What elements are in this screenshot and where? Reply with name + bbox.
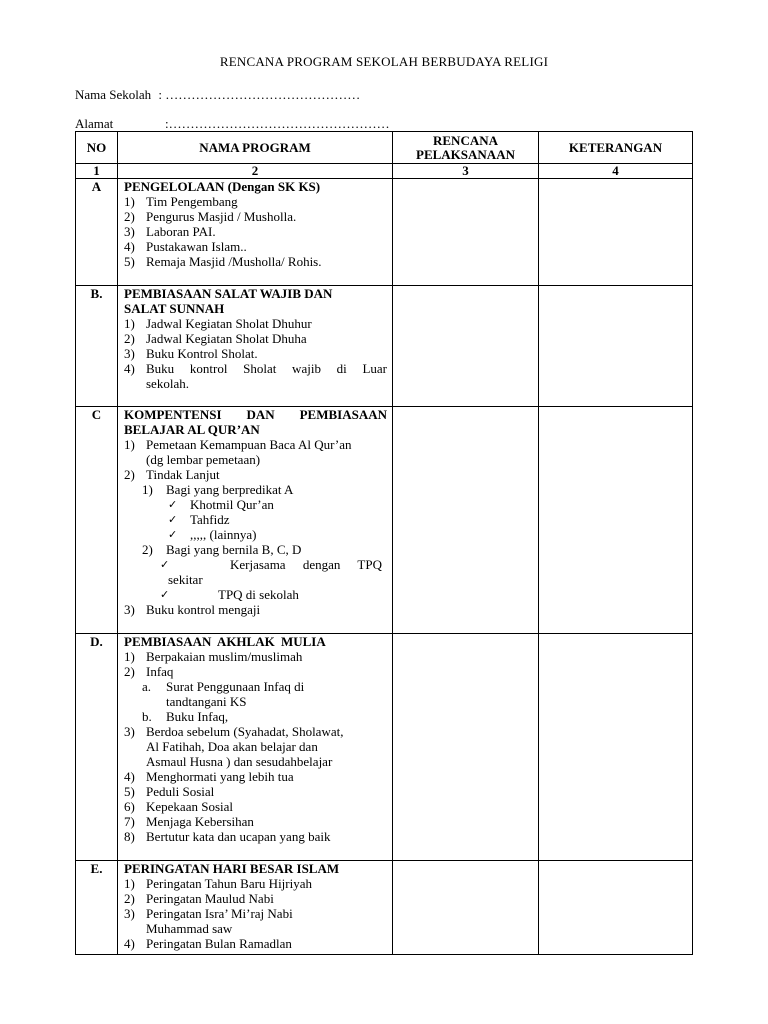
- section-title: PERINGATAN HARI BESAR ISLAM: [124, 861, 340, 876]
- row-number: D.: [76, 634, 118, 861]
- check-icon: ✓: [168, 513, 178, 526]
- list-item: 7) Menjaga Kebersihan: [124, 814, 254, 829]
- list-item: 5) Peduli Sosial: [124, 784, 215, 799]
- check-item: ✓ ,,,,, (lainnya): [168, 527, 257, 542]
- rencana-cell: [393, 407, 539, 634]
- keterangan-cell: [539, 179, 693, 286]
- section-title: BELAJAR AL QUR’AN: [124, 422, 260, 437]
- sub-list-item: 1) Bagi yang berpredikat A: [142, 482, 294, 497]
- row-number: A: [76, 179, 118, 286]
- col-number-3: 3: [393, 164, 539, 179]
- row-number: C: [76, 407, 118, 634]
- list-item-continuation: Muhammad saw: [146, 921, 233, 936]
- header-nama-program: NAMA PROGRAM: [118, 132, 393, 164]
- col-number-2: 2: [118, 164, 393, 179]
- list-item: 3) Buku kontrol mengaji: [124, 602, 261, 617]
- list-item: 4) Peringatan Bulan Ramadlan: [124, 936, 292, 951]
- list-item: 3) Laboran PAI.: [124, 224, 216, 239]
- list-item: 1) Tim Pengembang: [124, 194, 238, 209]
- list-item: 2) Peringatan Maulud Nabi: [124, 891, 274, 906]
- address-blank: :……………………………………………: [165, 116, 390, 131]
- keterangan-cell: [539, 861, 693, 955]
- check-icon: ✓: [160, 588, 170, 601]
- list-item: 4) Menghormati yang lebih tua: [124, 769, 294, 784]
- rencana-cell: [393, 179, 539, 286]
- list-item: 1) Jadwal Kegiatan Sholat Dhuhur: [124, 316, 312, 331]
- sub-list-item: 2) Bagi yang bernila B, C, D: [142, 542, 302, 557]
- list-item-continuation: sekolah.: [146, 376, 189, 391]
- check-item-continuation: sekitar: [168, 572, 203, 587]
- list-item-continuation: Al Fatihah, Doa akan belajar dan: [146, 739, 318, 754]
- list-item: 1) Pemetaan Kemampuan Baca Al Qur’an: [124, 437, 352, 452]
- table-row: [76, 407, 693, 634]
- program-cell: [118, 179, 393, 286]
- school-name-blank: : ………………………………………: [155, 87, 361, 102]
- section-title: PEMBIASAAN AKHLAK MULIA: [124, 634, 326, 649]
- document-title: RENCANA PROGRAM SEKOLAH BERBUDAYA RELIGI: [219, 54, 549, 69]
- sub-list-item: b. Buku Infaq,: [142, 709, 229, 724]
- header-no: NO: [76, 132, 118, 164]
- list-item: 3) Buku Kontrol Sholat.: [124, 346, 258, 361]
- rencana-cell: [393, 634, 539, 861]
- table-row: [76, 861, 693, 955]
- list-item: 8) Bertutur kata dan ucapan yang baik: [124, 829, 331, 844]
- check-icon: ✓: [168, 498, 178, 511]
- sub-list-item: a. Surat Penggunaan Infaq di: [142, 679, 305, 694]
- list-item: 4) Pustakawan Islam..: [124, 239, 247, 254]
- list-item: 3) Berdoa sebelum (Syahadat, Sholawat,: [124, 724, 344, 739]
- section-title: PENGELOLAAN (Dengan SK KS): [124, 179, 321, 194]
- keterangan-cell: [539, 634, 693, 861]
- section-title: PEMBIASAAN SALAT WAJIB DAN: [124, 286, 333, 301]
- header-rencana-pelaksanaan: RENCANA PELAKSANAAN: [393, 132, 539, 164]
- list-item: 2) Jadwal Kegiatan Sholat Dhuha: [124, 331, 307, 346]
- check-item: ✓ TPQ di sekolah: [160, 587, 299, 602]
- check-icon: ✓: [160, 558, 170, 571]
- program-cell: [118, 861, 393, 955]
- rencana-cell: [393, 861, 539, 955]
- address-field: [75, 116, 390, 132]
- keterangan-cell: [539, 286, 693, 407]
- list-item: 4) Buku kontrol Sholat wajib di Luar: [124, 361, 387, 376]
- program-cell: [118, 634, 393, 861]
- check-item: ✓ Kerjasama dengan TPQ: [160, 557, 382, 572]
- address-label: Alamat: [75, 116, 114, 131]
- program-cell: [118, 286, 393, 407]
- table-header-row: [76, 132, 693, 164]
- rencana-cell: [393, 286, 539, 407]
- list-item: 1) Berpakaian muslim/muslimah: [124, 649, 303, 664]
- row-number: B.: [76, 286, 118, 407]
- row-number: E.: [76, 861, 118, 955]
- list-item: 3) Peringatan Isra’ Mi’raj Nabi: [124, 906, 293, 921]
- check-item: ✓ Tahfidz: [168, 512, 230, 527]
- list-item: 2) Tindak Lanjut: [124, 467, 220, 482]
- keterangan-cell: [539, 407, 693, 634]
- list-item-continuation: (dg lembar pemetaan): [146, 452, 261, 467]
- header-keterangan: KETERANGAN: [539, 132, 693, 164]
- section-title: SALAT SUNNAH: [124, 301, 225, 316]
- list-item: 5) Remaja Masjid /Musholla/ Rohis.: [124, 254, 322, 269]
- school-name-field: [75, 87, 360, 103]
- program-table: [75, 131, 693, 955]
- sub-list-item-continuation: tandtangani KS: [166, 694, 247, 709]
- table-row: [76, 286, 693, 407]
- list-item-continuation: Asmaul Husna ) dan sesudahbelajar: [146, 754, 333, 769]
- list-item: 2) Infaq: [124, 664, 174, 679]
- col-number-4: 4: [539, 164, 693, 179]
- table-row: [76, 179, 693, 286]
- check-item: ✓ Khotmil Qur’an: [168, 497, 274, 512]
- program-cell: [118, 407, 393, 634]
- list-item: 1) Peringatan Tahun Baru Hijriyah: [124, 876, 313, 891]
- list-item: 6) Kepekaan Sosial: [124, 799, 234, 814]
- check-icon: ✓: [168, 528, 178, 541]
- section-title: KOMPENTENSI DAN PEMBIASAAN: [124, 407, 387, 422]
- list-item: 2) Pengurus Masjid / Musholla.: [124, 209, 297, 224]
- col-number-1: 1: [76, 164, 118, 179]
- school-name-label: Nama Sekolah: [75, 87, 152, 102]
- column-number-row: [76, 164, 693, 179]
- table-row: [76, 634, 693, 861]
